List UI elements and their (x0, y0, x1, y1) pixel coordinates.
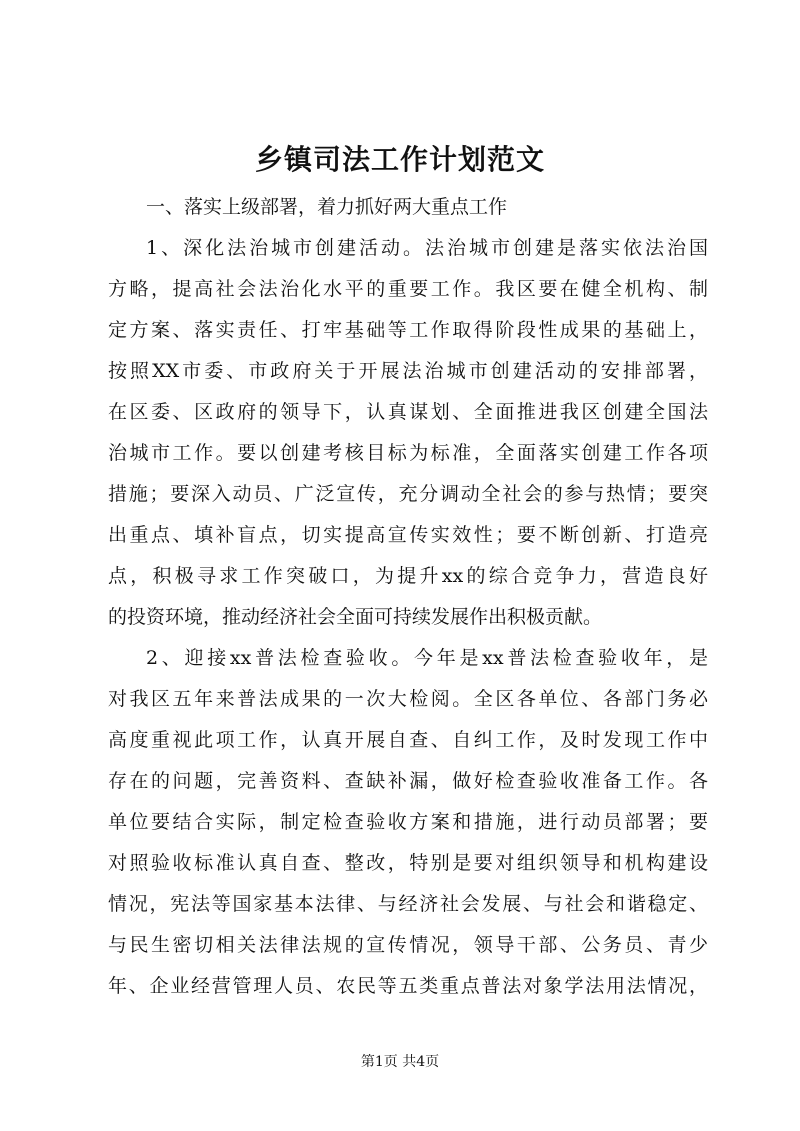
paragraph-line: 点，积极寻求工作突破口，为提升xx的综合竞争力，营造良好 (108, 565, 708, 587)
paragraph-line: 措施；要深入动员、广泛宣传，充分调动全社会的参与热情；要突 (108, 483, 708, 505)
paragraph-line: 定方案、落实责任、打牢基础等工作取得阶段性成果的基础上， (108, 319, 708, 341)
paragraph-line: 的投资环境，推动经济社会全面可持续发展作出积极贡献。 (108, 606, 603, 628)
paragraph-line: 高度重视此项工作，认真开展自查、自纠工作，及时发现工作中 (108, 729, 708, 751)
page-number: 第1页 共4页 (360, 1054, 440, 1070)
paragraph-line: 存在的问题，完善资料、查缺补漏，做好检查验收准备工作。各 (108, 770, 708, 792)
paragraph-line: 方略，提高社会法治化水平的重要工作。我区要在健全机构、制 (108, 278, 708, 300)
paragraph-line: 对我区五年来普法成果的一次大检阅。全区各单位、各部门务必 (108, 688, 708, 710)
paragraph-line: 出重点、填补盲点，切实提高宣传实效性；要不断创新、打造亮 (108, 524, 708, 546)
paragraph-line: 按照XX市委、市政府关于开展法治城市创建活动的安排部署， (108, 360, 708, 382)
paragraph-line: 2、迎接xx普法检查验收。今年是xx普法检查验收年，是 (146, 647, 708, 669)
paragraph-line: 1、深化法治城市创建活动。法治城市创建是落实依法治国 (146, 237, 708, 259)
section-heading: 一、落实上级部署，着力抓好两大重点工作 (146, 196, 508, 218)
paragraph-line: 单位要结合实际，制定检查验收方案和措施，进行动员部署；要 (108, 811, 708, 833)
paragraph-line: 情况，宪法等国家基本法律、与经济社会发展、与社会和谐稳定、 (108, 893, 708, 915)
paragraph-line: 治城市工作。要以创建考核目标为标准，全面落实创建工作各项 (108, 442, 708, 464)
paragraph-line: 与民生密切相关法律法规的宣传情况，领导干部、公务员、青少 (108, 934, 708, 956)
document-title: 乡镇司法工作计划范文 (254, 143, 545, 176)
paragraph-line: 对照验收标准认真自查、整改，特别是要对组织领导和机构建设 (108, 852, 708, 874)
paragraph-line: 在区委、区政府的领导下，认真谋划、全面推进我区创建全国法 (108, 401, 708, 423)
paragraph-line: 年、企业经营管理人员、农民等五类重点普法对象学法用法情况， (108, 975, 708, 997)
